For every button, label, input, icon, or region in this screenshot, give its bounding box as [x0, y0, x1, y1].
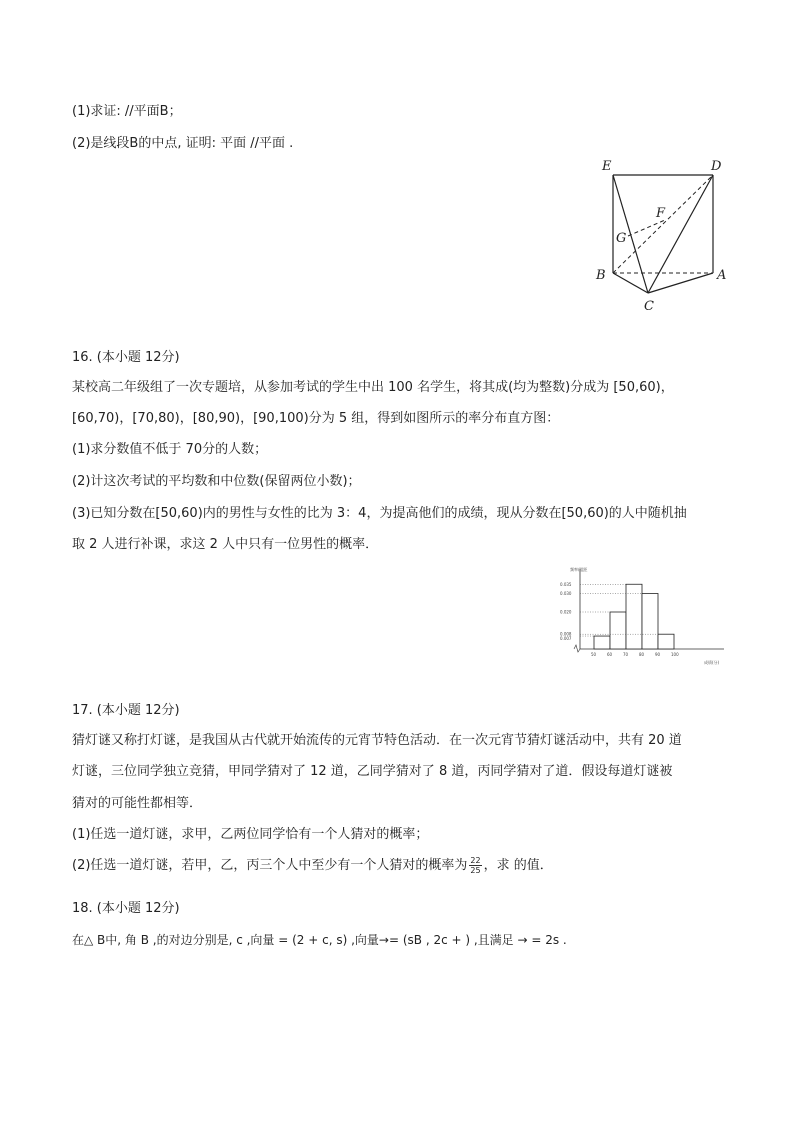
- y-tick-label: 0.030: [560, 591, 572, 596]
- x-tick-label: 80: [639, 652, 645, 657]
- q18-title: 18. (本小题 12分): [72, 901, 180, 916]
- q17-line1: 猜灯谜又称打灯谜，是我国从古代就开始流传的元宵节特色活动．在一次元宵节猜灯谜活动中，共有 20 道: [72, 733, 682, 748]
- edge-dc: [648, 175, 713, 293]
- x-tick-label: 90: [655, 652, 661, 657]
- y-axis-label: 频率/组距: [570, 567, 588, 572]
- histogram-bar: [658, 634, 674, 649]
- q15-part2: (2)是线段B的中点, 证明: 平面 //平面 .: [72, 136, 294, 151]
- q17-part2-tail: ，求 的值．: [483, 858, 553, 873]
- q16-part3-line1: (3)已知分数在[50,60)内的男性与女性的比为 3：4，为提高他们的成绩，现从分数在[50,60)的人中随机抽: [72, 506, 687, 521]
- fraction-22-25: [469, 856, 481, 875]
- geometry-figure: [580, 150, 740, 320]
- q16-part3-line2: 取 2 人进行补课，求这 2 人中只有一位男性的概率．: [72, 537, 379, 552]
- q16-line2: [60,70)，[70,80)，[80,90)，[90,100)分为 5 组，得到如图所示的率分布直方图：: [72, 411, 560, 426]
- q17-part2: [72, 856, 553, 875]
- q17-line2: 灯谜，三位同学独立竞猜，甲同学猜对了 12 道，乙同学猜对了 8 道，丙同学猜对了道．假设每道灯谜被: [72, 764, 673, 779]
- q16-part1: (1)求分数值不低于 70分的人数；: [72, 442, 268, 457]
- q16-line1: 某校高二年级组了一次专题培，从参加考试的学生中出 100 名学生，将其成(均为整数)分成为 [50,60)，: [72, 380, 674, 395]
- q17-part2-text: (2)任选一道灯谜，若甲，乙，丙三个人中至少有一个人猜对的概率为: [72, 858, 468, 873]
- x-tick-label: 100: [671, 652, 679, 657]
- frequency-histogram: [552, 563, 732, 667]
- axis-break: [574, 645, 580, 652]
- y-tick-label: 0.035: [560, 581, 572, 587]
- fraction-numerator: 22: [470, 856, 481, 865]
- fraction-denominator: 25: [470, 866, 481, 875]
- q17-line3: 猜对的可能性都相等．: [72, 796, 203, 811]
- histogram-bar: [594, 636, 610, 649]
- q15-part1: (1)求证: //平面B；: [72, 104, 182, 119]
- label-c: C: [644, 299, 654, 314]
- label-d: D: [711, 159, 722, 174]
- label-f: F: [656, 206, 666, 221]
- y-tick-label: 0.008: [560, 631, 572, 637]
- histogram-bar: [642, 594, 658, 650]
- label-g: G: [616, 231, 627, 246]
- x-tick-label: 70: [623, 652, 629, 657]
- x-tick-label: 60: [607, 652, 613, 657]
- histogram-bar: [610, 612, 626, 649]
- label-b: B: [596, 268, 606, 283]
- q17-part1: (1)任选一道灯谜，求甲，乙两位同学恰有一个人猜对的概率；: [72, 827, 429, 842]
- q16-part2: (2)计这次考试的平均数和中位数(保留两位小数)；: [72, 474, 361, 489]
- y-tick-label: 0.020: [560, 609, 572, 615]
- label-a: A: [717, 268, 727, 283]
- x-axis-label: 成绩(分): [704, 660, 720, 665]
- q18-line1: 在△ B中, 角 B ,的对边分别是, c ,向量 = (2 + c, s) ,向量→= (sB , 2c + ) ,且满足 → = 2s .: [72, 933, 567, 947]
- q17-title: 17. (本小题 12分): [72, 703, 180, 718]
- label-e: E: [602, 159, 612, 174]
- y-tick-label: 0.007: [560, 636, 572, 642]
- q16-title: 16. (本小题 12分): [72, 350, 180, 365]
- histogram-bar: [626, 584, 642, 649]
- x-tick-label: 50: [591, 652, 597, 657]
